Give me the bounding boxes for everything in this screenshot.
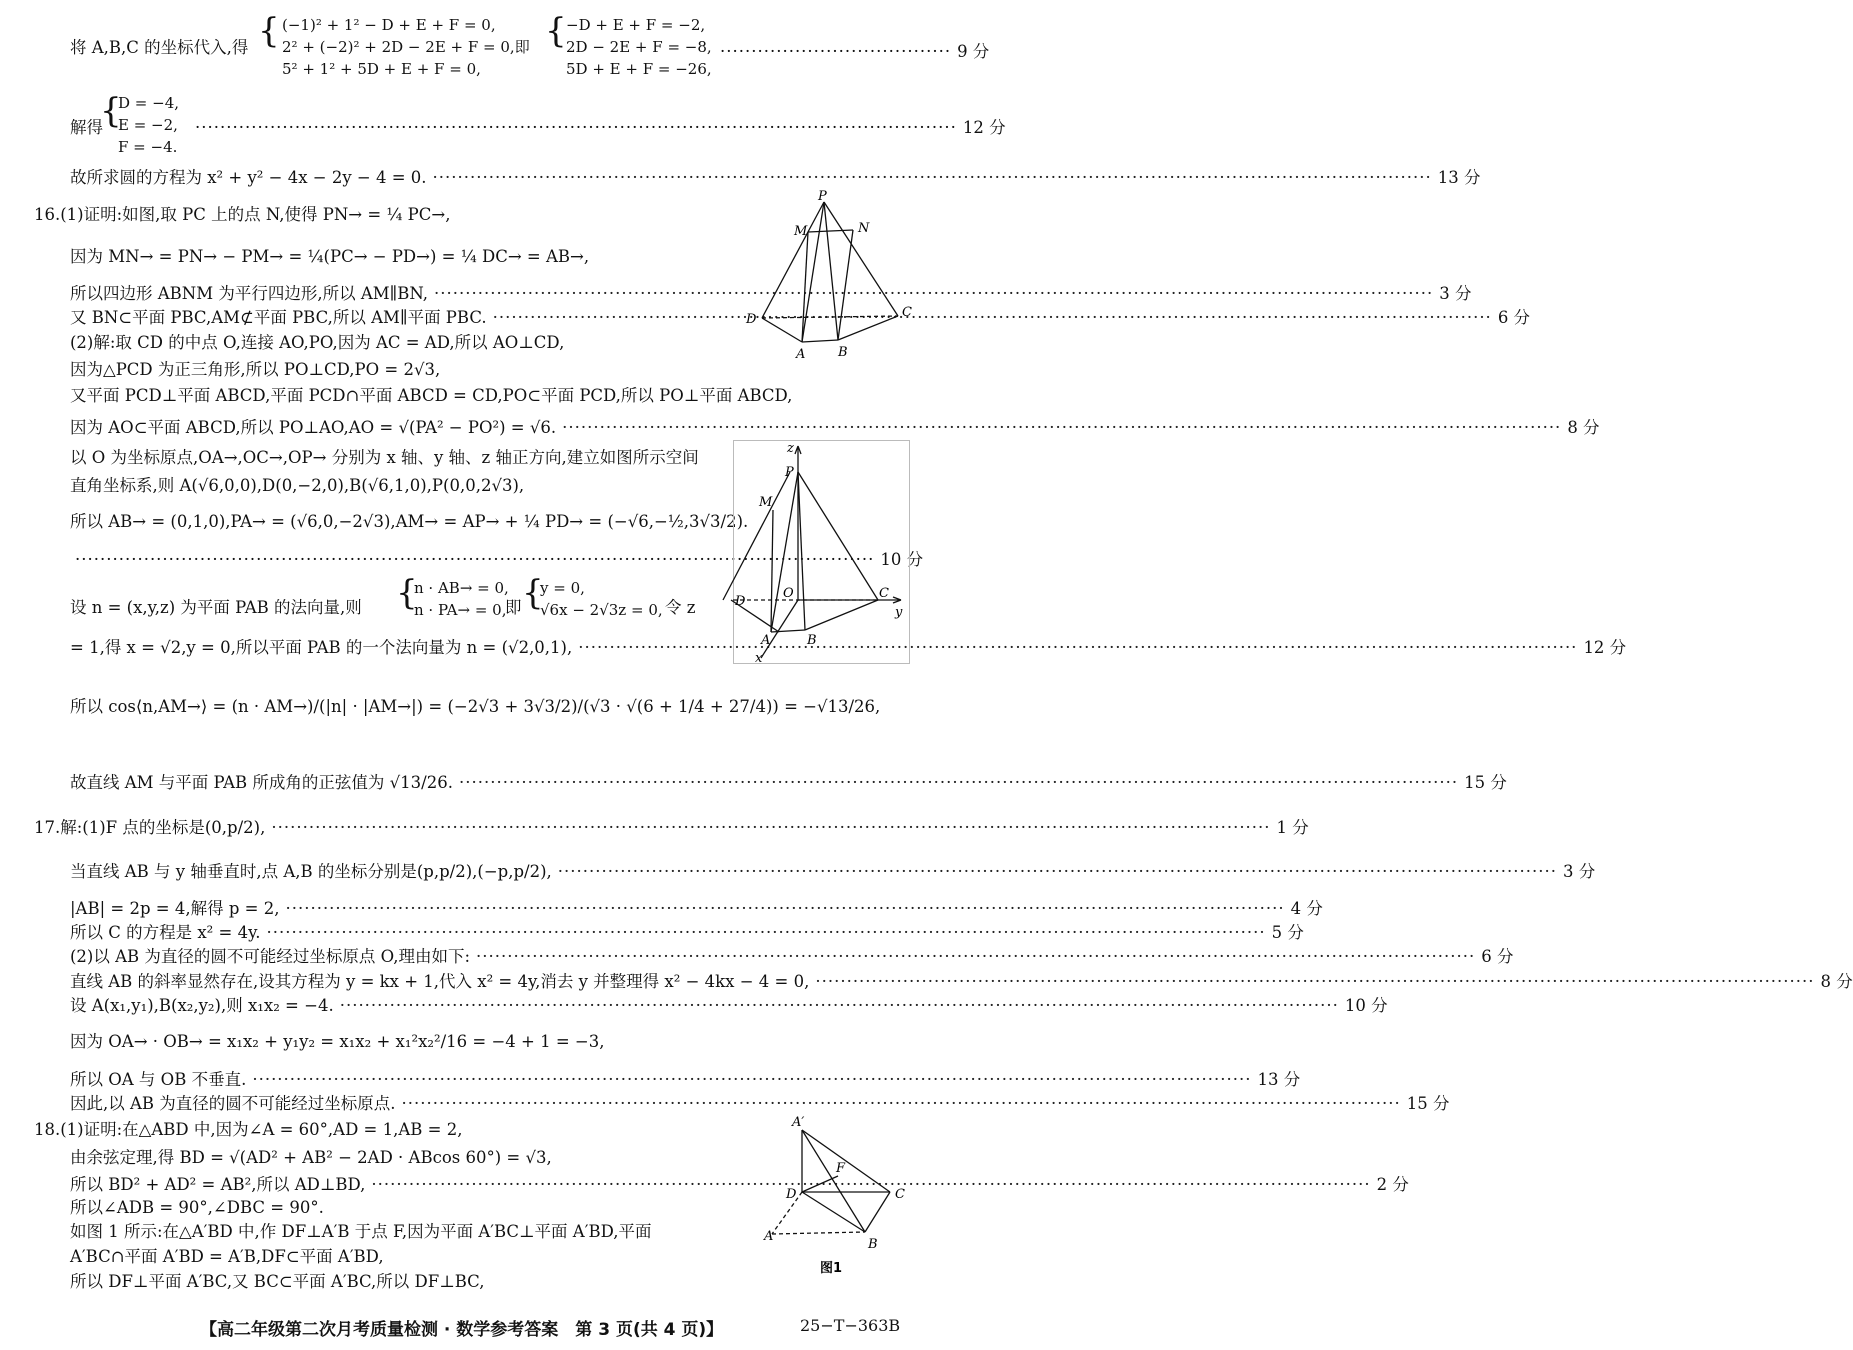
- fig-label: D: [735, 594, 746, 609]
- fig-label: C: [902, 305, 912, 320]
- score: 4 分: [1290, 899, 1323, 918]
- text-line: 因为 OA→ · OB→ = x₁x₂ + y₁y₂ = x₁x₂ + x₁²x₂²/16 = −4 + 1 = −3,: [70, 1032, 605, 1051]
- brace: {: [545, 11, 567, 51]
- text-line: 故直线 AM 与平面 PAB 所成角的正弦值为 √13/26. ····· 15 分: [70, 773, 910, 793]
- text-line: 因此,以 AB 为直径的圆不可能经过坐标原点. ····· 15 分: [70, 1094, 910, 1114]
- figure-caption: 图1: [820, 1261, 843, 1276]
- fig-label: C: [895, 1187, 905, 1202]
- score: 6 分: [1481, 947, 1514, 966]
- text-line: 令 z: [665, 598, 696, 617]
- text-line: 又 BN⊂平面 PBC,AM⊄平面 PBC,所以 AM∥平面 PBC. ····· 6 分: [70, 308, 740, 328]
- equation: F = −4.: [118, 138, 178, 156]
- brace: {: [396, 573, 418, 613]
- text-line: 又平面 PCD⊥平面 ABCD,平面 PCD∩平面 ABCD = CD,PO⊂平面 PCD,所以 PO⊥平面 ABCD,: [70, 386, 793, 405]
- score: 10 分: [1344, 996, 1388, 1015]
- document-code: 25−T−363B: [800, 1316, 901, 1335]
- equation-system: [566, 14, 712, 80]
- fig-label: A: [796, 347, 806, 362]
- score: 15 分: [1406, 1094, 1450, 1113]
- fig-label: z: [787, 441, 794, 456]
- equation: √6x − 2√3z = 0,: [540, 601, 663, 619]
- equation: y = 0,: [540, 579, 585, 597]
- equation: 2D − 2E + F = −8,: [566, 38, 712, 56]
- text-line: 直角坐标系,则 A(√6,0,0),D(0,−2,0),B(√6,1,0),P(0,0,2√3),: [70, 476, 525, 495]
- equation: E = −2,: [118, 116, 178, 134]
- score-row: ·························································································································· 12 分: [195, 118, 1006, 137]
- score: 12 分: [962, 118, 1006, 137]
- equation: −D + E + F = −2,: [566, 16, 706, 34]
- score: 8 分: [1820, 972, 1853, 991]
- text-line: 将 A,B,C 的坐标代入,得: [70, 38, 249, 57]
- score: 2 分: [1376, 1175, 1409, 1194]
- text-line: (2)以 AB 为直径的圆不可能经过坐标原点 O,理由如下: ····· 6 分: [70, 947, 910, 967]
- equation: (−1)² + 1² − D + E + F = 0,: [282, 16, 496, 34]
- score: 15 分: [1464, 773, 1507, 792]
- fig-label: C: [879, 586, 889, 601]
- text-line: 所以 BD² + AD² = AB²,所以 AD⊥BD, ····· 2 分: [70, 1175, 760, 1195]
- text-line: 故所求圆的方程为 x² + y² − 4x − 2y − 4 = 0. ····· 13 分: [70, 168, 910, 188]
- text-line: 当直线 AB 与 y 轴垂直时,点 A,B 的坐标分别是(p,p/2),(−p,p/2), ····· 3 分: [70, 862, 910, 882]
- equation-system: [540, 577, 663, 621]
- fig-label: M: [794, 224, 808, 239]
- score-row: ····································· 9 分: [720, 42, 990, 61]
- score: 13 分: [1437, 168, 1481, 187]
- fig-label: P: [785, 465, 794, 480]
- text-line: 所以 cos⟨n,AM→⟩ = (n · AM→)/(|n| · |AM→|) = (−2√3 + 3√3/2)/(√3 · √(6 + 1/4 + 27/4)) = −√13/26,: [70, 697, 881, 716]
- fig-label: N: [858, 221, 870, 236]
- fig-label: A′: [792, 1115, 805, 1130]
- text-line: 设 n = (x,y,z) 为平面 PAB 的法向量,则: [70, 598, 362, 617]
- equation: 5D + E + F = −26,: [566, 60, 712, 78]
- score: 1 分: [1276, 818, 1309, 837]
- text-line: 因为△PCD 为正三角形,所以 PO⊥CD,PO = 2√3,: [70, 360, 441, 379]
- equation: D = −4,: [118, 94, 180, 112]
- pyramid-figure-1: [740, 190, 920, 370]
- text-line: A′BC∩平面 A′BD = A′B,DF⊂平面 A′BD,: [70, 1247, 384, 1266]
- text-line: 所以四边形 ABNM 为平行四边形,所以 AM∥BN, ····· 3 分: [70, 284, 740, 304]
- equation: n · PA→ = 0,: [414, 601, 507, 619]
- text-line: 18.(1)证明:在△ABD 中,因为∠A = 60°,AD = 1,AB = 2,: [34, 1120, 463, 1139]
- equation-system: [414, 577, 509, 621]
- score: 6 分: [1497, 308, 1531, 327]
- score: 13 分: [1257, 1070, 1301, 1089]
- fig-label: M: [759, 495, 773, 510]
- fig-label: F: [836, 1161, 846, 1176]
- score: 12 分: [1583, 638, 1627, 657]
- triangle-figure: [760, 1110, 912, 1280]
- text-line: 因为 AO⊂平面 ABCD,所以 PO⊥AO,AO = √(PA² − PO²) = √6. ····· 8 分: [70, 418, 910, 438]
- text-line: = 1,得 x = √2,y = 0,所以平面 PAB 的一个法向量为 n = (√2,0,1), ····· 12 分: [70, 638, 700, 658]
- equation: n · AB→ = 0,: [414, 579, 509, 597]
- text-line: 以 O 为坐标原点,OA→,OC→,OP→ 分别为 x 轴、y 轴、z 轴正方向,建立如图所示空间: [70, 448, 699, 467]
- text-line: 17.解:(1)F 点的坐标是(0,p/2), ····· 1 分: [34, 818, 910, 838]
- page-footer: 【高二年级第二次月考质量检测 · 数学参考答案 第 3 页(共 4 页)】: [200, 1320, 724, 1340]
- text-line: 设 A(x₁,y₁),B(x₂,y₂),则 x₁x₂ = −4. ····· 10 分: [70, 996, 910, 1016]
- text-line: (2)解:取 CD 的中点 O,连接 AO,PO,因为 AC = AD,所以 AO⊥CD,: [70, 333, 565, 352]
- score: 3 分: [1439, 284, 1472, 303]
- text-line: 所以∠ADB = 90°,∠DBC = 90°.: [70, 1198, 324, 1217]
- score: 8 分: [1567, 418, 1600, 437]
- fig-label: O: [783, 586, 794, 601]
- text-line: 即: [505, 598, 522, 617]
- text-line: 解得: [70, 118, 103, 137]
- text-line: 如图 1 所示:在△A′BD 中,作 DF⊥A′B 于点 F,因为平面 A′BC⊥平面 A′BD,平面: [70, 1222, 652, 1241]
- fig-label: x: [755, 651, 763, 666]
- text-line: 直线 AB 的斜率显然存在,设其方程为 y = kx + 1,代入 x² = 4y,消去 y 并整理得 x² − 4kx − 4 = 0, ····· 8 分: [70, 972, 910, 992]
- fig-label: y: [895, 605, 903, 620]
- score: 10 分: [880, 550, 924, 569]
- score: 9 分: [957, 42, 990, 61]
- score: 3 分: [1562, 862, 1596, 881]
- brace: {: [522, 573, 544, 613]
- text-line: |AB| = 2p = 4,解得 p = 2, ····· 4 分: [70, 899, 910, 919]
- text-line: 所以 OA 与 OB 不垂直. ····· 13 分: [70, 1070, 910, 1090]
- text-line: 所以 DF⊥平面 A′BC,又 BC⊂平面 A′BC,所以 DF⊥BC,: [70, 1272, 485, 1291]
- text-line: 由余弦定理,得 BD = √(AD² + AB² − 2AD · ABcos 60°) = √3,: [70, 1148, 552, 1167]
- equation-system: [118, 92, 179, 158]
- score: 5 分: [1271, 923, 1304, 942]
- equation: 5² + 1² + 5D + E + F = 0,: [282, 60, 481, 78]
- fig-label: A: [761, 633, 771, 648]
- text-line: 所以 AB→ = (0,1,0),PA→ = (√6,0,−2√3),AM→ = AP→ + ¼ PD→ = (−√6,−½,3√3/2).: [70, 512, 749, 531]
- brace: {: [100, 91, 122, 131]
- equation: 2² + (−2)² + 2D − 2E + F = 0,即: [282, 38, 530, 56]
- fig-label: D: [746, 312, 757, 327]
- text-line: 16.(1)证明:如图,取 PC 上的点 N,使得 PN→ = ¼ PC→,: [34, 205, 451, 224]
- fig-label: A: [764, 1229, 774, 1244]
- score-row: ································································································································ 10 分: [75, 550, 924, 569]
- pyramid-figure-2: [733, 440, 910, 664]
- fig-label: B: [868, 1237, 878, 1252]
- fig-label: P: [818, 189, 827, 204]
- text-line: 因为 MN→ = PN→ − PM→ = ¼(PC→ − PD→) = ¼ DC→ = AB→,: [70, 247, 590, 266]
- fig-label: B: [807, 633, 817, 648]
- fig-label: D: [786, 1187, 797, 1202]
- equation-system: [282, 14, 530, 80]
- text-line: 所以 C 的方程是 x² = 4y. ····· 5 分: [70, 923, 910, 943]
- fig-label: B: [838, 345, 848, 360]
- brace: {: [258, 11, 280, 51]
